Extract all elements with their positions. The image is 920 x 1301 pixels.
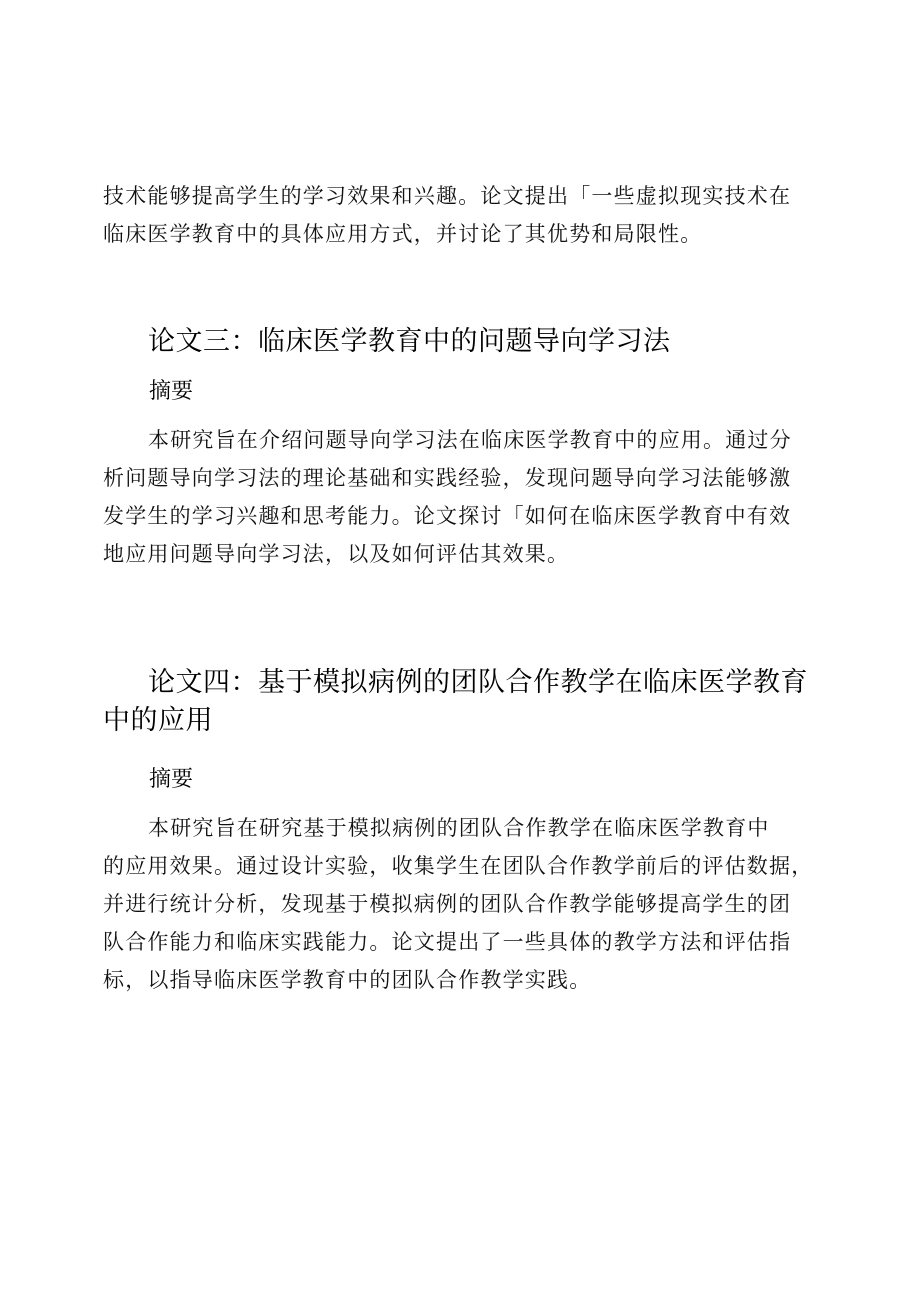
paragraph-line: 发学生的学习兴趣和思考能力。论文探讨「如何在临床医学教育中有效: [103, 504, 792, 528]
paper3-abstract-label: 摘要: [149, 379, 194, 404]
paragraph-line: 本研究旨在研究基于模拟病例的团队合作教学在临床医学教育中: [148, 816, 770, 840]
paragraph-line: 标，以指导临床医学教育中的团队合作教学实践。: [103, 968, 592, 992]
paragraph-line: 队合作能力和临床实践能力。论文提出了一些具体的教学方法和评估指: [103, 930, 792, 954]
title-line: 中的应用: [103, 705, 213, 736]
title-line: 论文三：临床医学教育中的问题导向学习法: [148, 326, 671, 357]
paragraph-line: 的应用效果。通过设计实验，收集学生在团队合作教学前后的评估数据，: [103, 854, 814, 878]
paper3-abstract: [103, 421, 823, 573]
paragraph-line: 本研究旨在介绍问题导向学习法在临床医学教育中的应用。通过分: [148, 428, 792, 452]
intro-paragraph: [103, 177, 823, 253]
paper3-title: [103, 323, 833, 361]
paragraph-line: 技术能够提高学生的学习效果和兴趣。论文提出「一些虚拟现实技术在: [103, 184, 792, 208]
paper4-abstract: [103, 809, 823, 999]
paragraph-line: 临床医学教育中的具体应用方式，并讨论了其优势和局限性。: [103, 222, 703, 246]
paragraph-line: 析问题导向学习法的理论基础和实践经验，发现问题导向学习法能够激: [103, 466, 792, 490]
paper4-abstract-label: 摘要: [149, 767, 194, 792]
paragraph-line: 并进行统计分析，发现基于模拟病例的团队合作教学能够提高学生的团: [103, 892, 792, 916]
title-line: 论文四：基于模拟病例的团队合作教学在临床医学教育: [148, 667, 808, 698]
paragraph-line: 地应用问题导向学习法，以及如何评估其效果。: [103, 542, 570, 566]
paper4-title: [103, 664, 833, 740]
